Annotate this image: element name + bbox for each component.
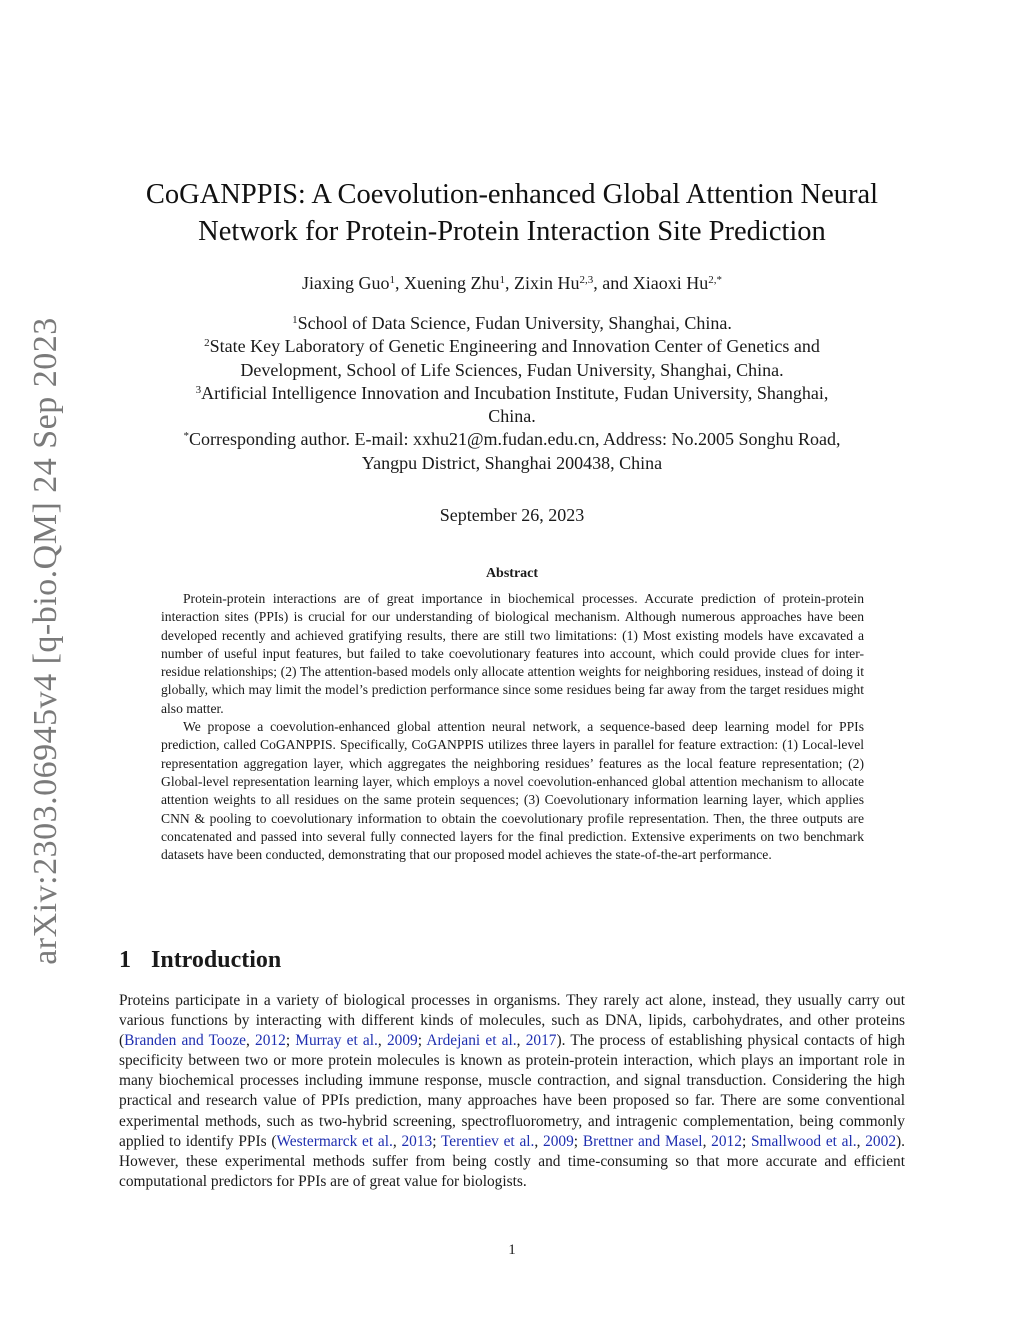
author-list [120,270,904,296]
intro-text: ). The process of establishing physical contacts of high specificity between two or more protein molecules is known as protein-protein interaction, which plays an important role in many biochemical processes including immune response, muscle contraction, and signal transduction. Considering the high practical and research value of PPIs prediction, many approaches have been proposed so far. There are some conventional experimental methods, such as two-hybrid screening, spectrofluorometry, and intragenic complementation, being commonly applied to identify PPIs ( [119,1032,906,1150]
title-line-2: Network for Protein-Protein Interaction Site Prediction [198,216,826,247]
author-name: Zixin Hu [513,273,580,293]
affiliation-line [120,312,904,335]
citation-separator: , [534,1132,543,1150]
citation-link[interactable]: Branden and Tooze [124,1032,246,1050]
affiliation-mark: 3 [195,383,202,396]
affiliation-line [120,428,904,451]
affiliation-line: China. [488,406,536,427]
author-name: Xuening Zhu [404,273,500,293]
author-name: Jiaxing Guo [302,273,390,293]
citation-separator: ; [741,1132,751,1150]
author-affiliation-mark: 1 [499,274,505,286]
citation-link[interactable]: Ardejani et al. [426,1032,517,1050]
affiliation-text: School of Data Science, Fudan University, Shanghai, China. [297,313,732,333]
affiliation-line [120,382,904,405]
citation-year-link[interactable]: 2002 [865,1132,897,1150]
citation-year-link[interactable]: 2013 [401,1132,433,1150]
abstract-paragraph: We propose a coevolution-enhanced global attention neural network, a sequence-based deep learning model for PPIs prediction, called CoGANPPIS. Specifically, CoGANPPIS utilizes three layers in parallel for feature extraction: (1) Local-level representation aggregation layer, which aggregates the neighboring residues’ features as the local feature representation; (2) Global-level representation learning layer, which employs a novel coevolution-enhanced global attention mechanism to allocate attention weights to all residues on the same protein sequences; (3) Coevolutionary information learning layer, which applies CNN & pooling to coevolutionary information to obtain the coevolutionary profile representation. Then, the three outputs are concatenated and passed into several fully connected layers for the final prediction. Extensive experiments on two benchmark datasets have been conducted, demonstrating that our proposed model achieves the state-of-the-art performance. [161,719,864,863]
section-heading [119,947,281,974]
author-separator: , [504,273,514,293]
citation-year-link[interactable]: 2009 [543,1132,574,1150]
affiliation-text: Artificial Intelligence Innovation and Incubation Institute, Fudan University, Shanghai, [201,382,829,403]
citation-separator: ; [573,1132,583,1150]
citation-link[interactable]: Westermarck et al. [276,1132,393,1150]
citation-separator: ; [417,1032,427,1050]
arxiv-identifier-stamp: arXiv:2303.06945v4 [q-bio.QM] 24 Sep 2023 [27,317,64,965]
citation-separator: , [377,1032,387,1050]
citation-separator: , [856,1132,866,1150]
affiliation-line: Yangpu District, Shanghai 200438, China [361,452,663,473]
citation-link[interactable]: Smallwood et al. [750,1132,857,1150]
affiliation-line: Development, School of Life Sciences, Fudan University, Shanghai, China. [240,359,784,380]
citation-link[interactable]: Brettner and Masel [582,1132,703,1150]
affiliation-mark: 2 [204,337,210,350]
corresponding-author-text: Corresponding author. E-mail: xxhu21@m.fudan.edu.cn, Address: No.2005 Songhu Road, [188,429,841,450]
introduction-paragraph [119,991,905,1192]
abstract-heading: Abstract [485,566,539,581]
affiliation-text: State Key Laboratory of Genetic Engineering and Innovation Center of Genetics and [209,336,820,357]
citation-year-link[interactable]: 2012 [711,1132,742,1150]
intro-text: Proteins participate in a variety of biological processes in organisms. They rarely act alone, instead, they usually carry out various functions by interacting with different kinds of molecules, such as DNA, lipids, carbohydrates, and other proteins ( [119,992,905,1050]
introduction-body [119,991,905,1192]
author-affiliation-mark: 2,* [708,274,722,286]
author-separator: , [395,273,404,293]
abstract-body [161,590,864,864]
paper-date: September 26, 2023 [439,505,585,525]
author-affiliation-mark: 2,3 [579,274,594,286]
citation-separator: , [702,1132,712,1150]
page-number: 1 [508,1242,516,1258]
citation-separator: ; [432,1132,441,1150]
affiliation-list [120,312,904,475]
author-affiliation-mark: 1 [389,274,395,286]
citation-separator: , [516,1032,526,1050]
citation-year-link[interactable]: 2012 [255,1032,286,1050]
affiliation-mark: 1 [292,314,298,326]
section-title: Introduction [151,947,282,973]
citation-separator: ; [285,1032,296,1050]
section-number: 1 [119,947,131,973]
citation-year-link[interactable]: 2017 [525,1032,557,1050]
affiliation-line [120,335,904,358]
author-name: Xiaoxi Hu [632,273,709,293]
citation-link[interactable]: Murray et al. [295,1032,378,1050]
citation-separator: , [245,1032,256,1050]
citation-separator: , [392,1132,402,1150]
abstract-paragraph: Protein-protein interactions are of great importance in biochemical processes. Accurate prediction of protein-protein interaction sites (PPIs) is crucial for our understanding of biological mechanism. Although numerous approaches have been developed recently and achieved gratifying results, there are still two limitations: (1) Most existing models have excavated a number of useful input features, but failed to take coevolutionary features into account, which could provide clues for inter-residue relationships; (2) The attention-based models only allocate attention weights for neighboring residues, instead of doing it globally, which may limit the model’s prediction performance since some residues being far away from the target residues might also matter. [161,591,864,716]
paper-title [120,176,904,250]
citation-link[interactable]: Terentiev et al. [440,1132,535,1150]
citation-year-link[interactable]: 2009 [386,1032,418,1050]
intro-text: ). However, these experimental methods suffer from being costly and time-consuming so that more accurate and efficient computational predictors for PPIs are of great value for biologists. [119,1132,905,1190]
title-line-1: CoGANPPIS: A Coevolution-enhanced Global Attention Neural [145,179,879,210]
affiliation-mark: * [183,430,189,443]
author-separator: , and [593,273,633,293]
